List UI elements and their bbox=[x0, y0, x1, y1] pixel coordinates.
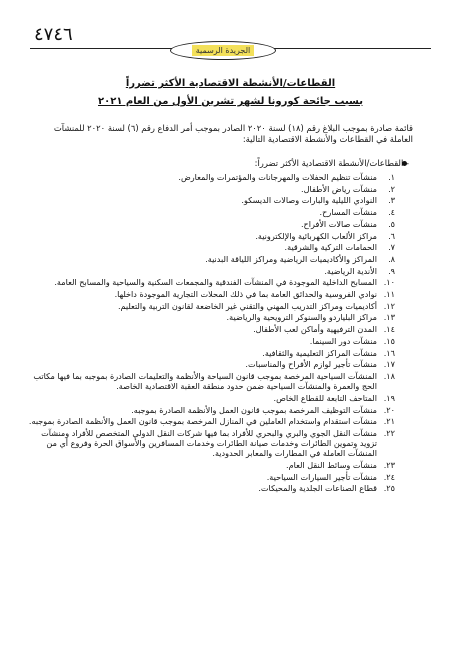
list-item bbox=[28, 207, 395, 217]
list-item-number: ١٠. bbox=[383, 277, 395, 288]
list-item bbox=[28, 428, 395, 459]
list-item bbox=[28, 231, 395, 241]
page-number: ٤٧٤٦ bbox=[34, 24, 73, 45]
list-item bbox=[28, 289, 395, 299]
list-item-number: ١٧. bbox=[383, 359, 395, 370]
list-item-number: ٢٣. bbox=[383, 460, 395, 471]
list-item-number: ١٨. bbox=[383, 370, 395, 381]
list-item-number: ٣. bbox=[388, 195, 395, 206]
list-item bbox=[28, 472, 395, 482]
list-item-text: منشآت استقدام واستخدام العاملين في المنازل المرخصة بموجب قانون العمل والأنظمة الصادرة بموجبه. bbox=[28, 416, 377, 427]
list-item-number: ١٣. bbox=[383, 312, 395, 323]
list-item-number: ١٦. bbox=[383, 347, 395, 358]
list-item bbox=[28, 184, 395, 194]
list-item bbox=[28, 195, 395, 205]
list-item-text: منشآت النقل الجوي والبري والبحري للأفراد بما فيها شركات النقل الدولي المتخصص للأفراد ومنشآت تزويد وتموين الطائرات وخدمات صيانة الطائرات وخدمات المسافرين والأسواق الحرة وفروع أي من المنشآت العاملة في المطارات والمعابر الحدودية. bbox=[41, 427, 377, 459]
list-item bbox=[28, 359, 395, 369]
list-item-text: منشآت التوظيف المرخصة بموجب قانون العمل والأنظمة الصادرة بموجبه. bbox=[131, 404, 377, 415]
list-item-number: ٢١. bbox=[383, 416, 395, 427]
gazette-label: الجريدة الرسمية bbox=[192, 45, 255, 56]
list-item-number: ٥. bbox=[388, 218, 395, 229]
list-item bbox=[28, 219, 395, 229]
list-item bbox=[28, 483, 395, 493]
list-item-number: ٢٢. bbox=[383, 427, 395, 438]
list-item-text: أكاديميات ومراكز التدريب المهني والتقني غير الخاضعة لقانون التربية والتعليم. bbox=[117, 300, 377, 311]
list-item bbox=[28, 312, 395, 322]
list-item-number: ٨. bbox=[388, 253, 395, 264]
list-item-text: المتاحف التابعة للقطاع الخاص. bbox=[273, 392, 377, 403]
list-item-text: منشآت دور السينما. bbox=[309, 335, 377, 346]
list-item-text: النوادي الليلية والبارات وصالات الديسكو. bbox=[241, 195, 377, 206]
list-item-text: منشآت تنظيم الحفلات والمهرجانات والمؤتمرات والمعارض. bbox=[178, 172, 377, 182]
list-item bbox=[28, 266, 395, 276]
list-item-text: الحمامات التركية والشرقية. bbox=[284, 242, 377, 253]
list-item bbox=[28, 405, 395, 415]
list-item-text: منشآت صالات الأفراح. bbox=[300, 218, 377, 229]
document-title: القطاعات/الأنشطة الاقتصادية الأكثر تضرراً bbox=[125, 78, 336, 89]
list-item-text: المنشآت السياحية المرخصة بموجب قانون السياحة والأنظمة والتعليمات الصادرة بموجبه بما فيها مكاتب الحج والعمرة والمنشآت السياحية ضمن حدود منطقة العقبة الاقتصادية الخاصة. bbox=[33, 370, 377, 392]
list-item-text: مراكز البلياردو والسنوكر الترويحية والرياضية. bbox=[226, 312, 377, 323]
list-item-number: ١١. bbox=[383, 289, 395, 300]
sectors-list bbox=[28, 172, 395, 495]
list-item-number: ٢٤. bbox=[383, 471, 395, 482]
list-item-number: ٩. bbox=[388, 265, 395, 276]
list-item bbox=[28, 460, 395, 470]
gazette-badge bbox=[170, 41, 276, 60]
list-item bbox=[28, 172, 395, 182]
list-item-text: منشآت تأجير السيارات السياحية. bbox=[266, 471, 377, 482]
list-item bbox=[28, 336, 395, 346]
list-item-text: منشآت المسارح. bbox=[319, 207, 377, 218]
list-item-number: ١. bbox=[388, 172, 395, 182]
list-item bbox=[28, 301, 395, 311]
list-item-number: ٦. bbox=[388, 230, 395, 241]
list-item-text: نوادي الفروسية والحدائق العامة بما في ذلك المحلات التجارية الموجودة داخلها. bbox=[114, 289, 377, 300]
list-item bbox=[28, 371, 395, 391]
list-item bbox=[28, 416, 395, 426]
intro-paragraph: قائمة صادرة بموجب البلاغ رقم (١٨) لسنة ٢٠٢٠ الصادر بموجب أمر الدفاع رقم (٦) لسنة ٢٠٢٠ للمنشآت العاملة في القطاعات والأنشطة الاقتصادية التالية: bbox=[53, 123, 413, 144]
list-item-number: ١٤. bbox=[383, 324, 395, 335]
list-item-number: ١٥. bbox=[383, 335, 395, 346]
list-item-number: ٢٥. bbox=[383, 483, 395, 494]
list-item-text: مراكز الألعاب الكهربائية والإلكترونية. bbox=[255, 230, 377, 241]
list-item-number: ١٢. bbox=[383, 300, 395, 311]
list-item bbox=[28, 277, 395, 287]
list-item-number: ١٩. bbox=[383, 392, 395, 403]
document-subtitle: بسبب جائحة كورونا لشهر تشرين الأول من العام ٢٠٢١ bbox=[98, 96, 363, 107]
list-item-text: الأندية الرياضية. bbox=[324, 265, 377, 276]
list-item bbox=[28, 254, 395, 264]
list-item-text: منشآت رياض الأطفال. bbox=[301, 183, 377, 194]
list-item bbox=[28, 324, 395, 334]
list-item-text: منشآت وسائط النقل العام. bbox=[286, 460, 377, 471]
bullet-heading: - القطاعات/الأنشطة الاقتصادية الأكثر تضرراً: bbox=[254, 158, 409, 168]
list-item-number: ٢. bbox=[388, 183, 395, 194]
list-item bbox=[28, 393, 395, 403]
list-item-text: المسابح الداخلية الموجودة في المنشآت الفندقية والمجمعات السكنية والسياحية والمسابح العامة. bbox=[54, 277, 377, 288]
list-item-number: ٤. bbox=[388, 207, 395, 218]
list-item-text: منشآت المراكز التعليمية والثقافية. bbox=[262, 347, 377, 358]
list-item-text: قطاع الصناعات الجلدية والمحيكات. bbox=[258, 483, 377, 494]
list-item-text: المدن الترفيهية وأماكن لعب الأطفال. bbox=[253, 324, 377, 335]
list-item-number: ٧. bbox=[388, 242, 395, 253]
list-item-number: ٢٠. bbox=[383, 404, 395, 415]
list-item-text: المراكز والأكاديميات الرياضية ومراكز اللياقة البدنية. bbox=[205, 253, 377, 264]
list-item bbox=[28, 242, 395, 252]
list-item bbox=[28, 348, 395, 358]
list-item-text: منشآت تأجير لوازم الأفراح والمناسبات. bbox=[245, 359, 377, 370]
